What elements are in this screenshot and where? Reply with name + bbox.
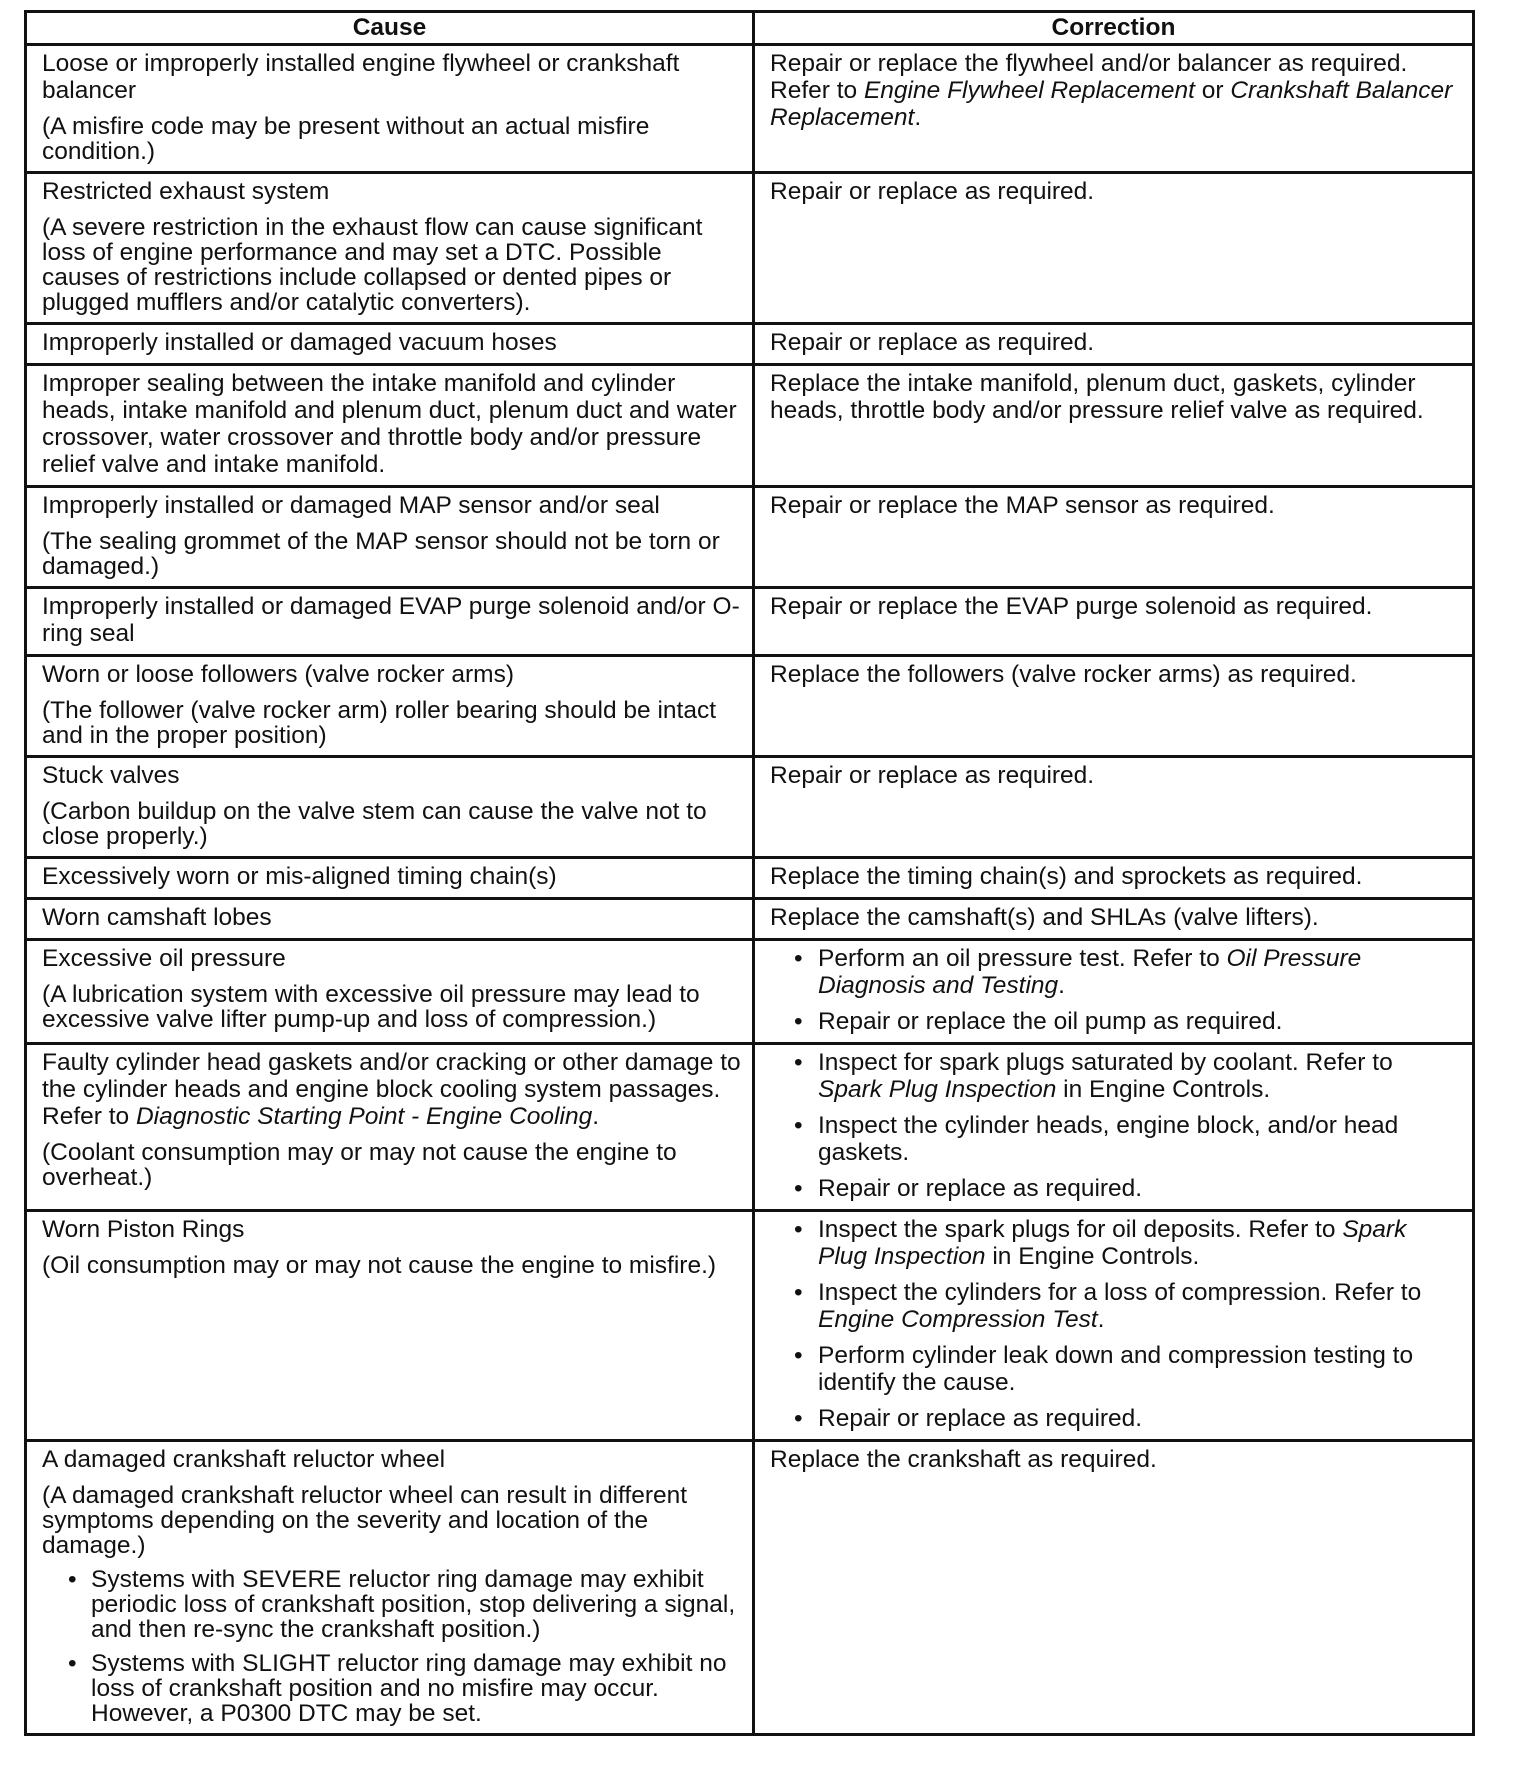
- cause-title: Loose or improperly installed engine flywheel or crankshaft balancer: [42, 50, 680, 104]
- cause-title: Improperly installed or damaged vacuum hoses: [42, 329, 557, 356]
- correction-cell: [754, 899, 1474, 940]
- cause-title-text: Faulty cylinder head gaskets and/or cracking or other damage to the cylinder heads and engine block cooling system passages. Refer to: [42, 1049, 741, 1130]
- table-row: [26, 1441, 1474, 1735]
- cause-title: Restricted exhaust system: [42, 178, 330, 205]
- correction-cell: [754, 487, 1474, 588]
- bullet-item: • Inspect the cylinder heads, engine block, and/or head gaskets.: [770, 1112, 1462, 1166]
- reference-link: Spark Plug Inspection: [818, 1216, 1407, 1270]
- cause-note: (A misfire code may be present without an actual misfire condition.): [42, 113, 650, 165]
- reference-link: Engine Flywheel Replacement: [863, 77, 1195, 104]
- cause-cell: [26, 173, 754, 324]
- reference-link: Engine Compression Test: [818, 1306, 1098, 1333]
- cause-title: Worn Piston Rings: [42, 1216, 245, 1243]
- cause-note: (Carbon buildup on the valve stem can cause the valve not to close properly.): [42, 798, 707, 850]
- correction-text: Replace the intake manifold, plenum duct, gaskets, cylinder heads, throttle body and/or pressure relief valve as required.: [770, 370, 1424, 424]
- cause-title: Stuck valves: [42, 762, 180, 789]
- correction-text: Repair or replace as required.: [770, 178, 1095, 205]
- bullet-item: • Perform cylinder leak down and compression testing to identify the cause.: [770, 1342, 1462, 1396]
- bullet-text: Perform an oil pressure test. Refer to: [818, 945, 1227, 972]
- bullet-text: .: [1058, 972, 1065, 999]
- table-row: [26, 365, 1474, 487]
- table-row: [26, 757, 1474, 858]
- cause-title-text: .: [592, 1103, 600, 1130]
- cause-note: (The follower (valve rocker arm) roller bearing should be intact and in the proper position): [42, 697, 717, 749]
- correction-text: Repair or replace as required.: [770, 329, 1095, 356]
- correction-cell: [754, 45, 1474, 173]
- cause-cell: [26, 324, 754, 365]
- cause-cell: [26, 1211, 754, 1441]
- cause-title: Excessively worn or mis-aligned timing chain(s): [42, 863, 557, 890]
- bullet-item: • Systems with SEVERE reluctor ring damage may exhibit periodic loss of crankshaft position, stop delivering a signal, and then re-sync the crankshaft position.): [42, 1567, 742, 1642]
- cause-correction-table: [24, 10, 1475, 1736]
- cause-note: (Oil consumption may or may not cause the engine to misfire.): [42, 1252, 717, 1279]
- cause-cell: [26, 940, 754, 1044]
- cause-title: Improperly installed or damaged MAP sensor and/or seal: [42, 492, 660, 519]
- table-row: [26, 1044, 1474, 1211]
- cause-cell: [26, 588, 754, 656]
- correction-cell: [754, 173, 1474, 324]
- bullet-item: • Repair or replace as required.: [770, 1405, 1462, 1432]
- table-row: [26, 858, 1474, 899]
- bullet-item: [770, 1216, 1462, 1270]
- cause-cell: [26, 1044, 754, 1211]
- correction-cell: [754, 940, 1474, 1044]
- reference-link: Spark Plug Inspection: [818, 1076, 1057, 1103]
- correction-cell: [754, 1044, 1474, 1211]
- bullet-text: in Engine Controls.: [985, 1243, 1200, 1270]
- correction-text: [770, 50, 1462, 131]
- correction-cell: [754, 588, 1474, 656]
- bullet-item: [770, 1049, 1462, 1103]
- table-row: [26, 173, 1474, 324]
- bullet-item: • Repair or replace as required.: [770, 1175, 1462, 1202]
- cause-cell: [26, 45, 754, 173]
- bullet-text: Inspect for spark plugs saturated by coolant. Refer to: [818, 1049, 1393, 1076]
- cause-cell: [26, 858, 754, 899]
- correction-bullets: [770, 945, 1462, 1035]
- correction-bullets: [770, 1216, 1462, 1432]
- correction-text-part: Repair or replace the flywheel and/or balancer as required. Refer to: [770, 50, 1408, 104]
- cause-title: Improper sealing between the intake manifold and cylinder heads, intake manifold and plenum duct, plenum duct and water crossover, water crossover and throttle body and/or pressure relief valve and intake manifold.: [42, 370, 737, 478]
- correction-text: Replace the followers (valve rocker arms) as required.: [770, 661, 1357, 688]
- bullet-item: • Repair or replace the oil pump as required.: [770, 1008, 1462, 1035]
- table-row: [26, 899, 1474, 940]
- cause-note: (Coolant consumption may or may not cause the engine to overheat.): [42, 1139, 677, 1191]
- bullet-text: in Engine Controls.: [1056, 1076, 1271, 1103]
- bullet-item: • Systems with SLIGHT reluctor ring damage may exhibit no loss of crankshaft position and no misfire may occur. However, a P0300 DTC may be set.: [42, 1651, 742, 1726]
- correction-cell: [754, 858, 1474, 899]
- correction-cell: [754, 757, 1474, 858]
- table-row: [26, 487, 1474, 588]
- cause-cell: [26, 487, 754, 588]
- correction-text: Repair or replace as required.: [770, 762, 1095, 789]
- bullet-text: .: [1097, 1306, 1105, 1333]
- cause-bullets: [42, 1567, 742, 1726]
- cause-note: (A damaged crankshaft reluctor wheel can result in different symptoms depending on the severity and location of the damage.): [42, 1482, 688, 1559]
- cause-cell: [26, 899, 754, 940]
- correction-cell: [754, 656, 1474, 757]
- correction-text: Repair or replace the MAP sensor as required.: [770, 492, 1275, 519]
- correction-text: Replace the timing chain(s) and sprockets as required.: [770, 863, 1363, 890]
- cause-cell: [26, 1441, 754, 1735]
- cause-title: Worn camshaft lobes: [42, 904, 272, 931]
- correction-text-part: or: [1194, 77, 1231, 104]
- correction-text: Replace the camshaft(s) and SHLAs (valve lifters).: [770, 904, 1319, 931]
- cause-title: Worn or loose followers (valve rocker arms): [42, 661, 514, 688]
- bullet-item: [770, 945, 1462, 999]
- bullet-item: [770, 1279, 1462, 1333]
- bullet-text: Inspect the cylinders for a loss of compression. Refer to: [818, 1279, 1422, 1306]
- bullet-text: Inspect the spark plugs for oil deposits. Refer to: [818, 1216, 1343, 1243]
- correction-header: Correction: [754, 12, 1474, 45]
- cause-cell: [26, 656, 754, 757]
- cause-cell: [26, 757, 754, 858]
- header-row: [26, 12, 1474, 45]
- correction-bullets: [770, 1049, 1462, 1202]
- cause-cell: [26, 365, 754, 487]
- cause-title: Improperly installed or damaged EVAP purge solenoid and/or O-ring seal: [42, 593, 740, 647]
- correction-text-part: .: [914, 104, 922, 131]
- correction-cell: [754, 1441, 1474, 1735]
- correction-text: Replace the crankshaft as required.: [770, 1446, 1157, 1473]
- reference-link: Diagnostic Starting Point - Engine Cooling: [135, 1103, 593, 1130]
- correction-cell: [754, 365, 1474, 487]
- reference-link: Crankshaft Balancer Replacement: [770, 77, 1453, 131]
- cause-note: (The sealing grommet of the MAP sensor should not be torn or damaged.): [42, 528, 720, 580]
- cause-header: Cause: [26, 12, 754, 45]
- table-row: [26, 1211, 1474, 1441]
- table-row: [26, 324, 1474, 365]
- correction-cell: [754, 324, 1474, 365]
- cause-title: Excessive oil pressure: [42, 945, 286, 972]
- table-row: [26, 656, 1474, 757]
- cause-title: A damaged crankshaft reluctor wheel: [42, 1446, 446, 1473]
- correction-cell: [754, 1211, 1474, 1441]
- cause-note: (A severe restriction in the exhaust flow can cause significant loss of engine performance and may set a DTC. Possible causes of restrictions include collapsed or dented pipes or plugged mufflers and/or catalytic converters).: [42, 214, 703, 316]
- table-row: [26, 940, 1474, 1044]
- cause-note: (A lubrication system with excessive oil pressure may lead to excessive valve lifter pump-up and loss of compression.): [42, 981, 700, 1033]
- cause-title: [42, 1049, 742, 1130]
- reference-link: Oil Pressure Diagnosis and Testing: [818, 945, 1362, 999]
- correction-text: Repair or replace the EVAP purge solenoid as required.: [770, 593, 1373, 620]
- table-row: [26, 588, 1474, 656]
- table-row: [26, 45, 1474, 173]
